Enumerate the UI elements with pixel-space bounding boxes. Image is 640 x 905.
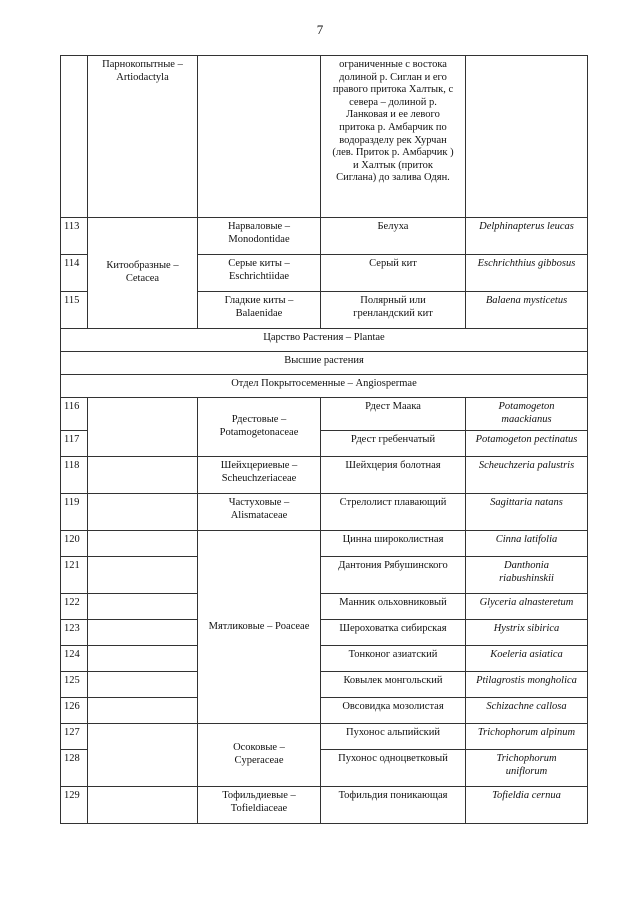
row-number: 114 xyxy=(61,255,88,292)
species-lat: Danthonia riabushinskii xyxy=(466,557,588,594)
order-cell: Парнокопытные – Artiodactyla xyxy=(88,56,198,218)
species-lat: Potamogeton pectinatus xyxy=(466,431,588,457)
group-header: Высшие растения xyxy=(61,352,588,375)
row-number: 126 xyxy=(61,698,88,724)
table-row xyxy=(61,457,588,494)
family-cell: Шейхцериевые – Scheuchzeriaceae xyxy=(198,457,321,494)
row-number: 125 xyxy=(61,672,88,698)
species-lat: Schizachne callosa xyxy=(466,698,588,724)
species-lat: Balaena mysticetus xyxy=(466,292,588,329)
row-number: 117 xyxy=(61,431,88,457)
species-ru: Тофильдия поникающая xyxy=(321,787,466,824)
table-row xyxy=(61,698,588,724)
species-ru: Пухонос альпийский xyxy=(321,724,466,750)
table-row xyxy=(61,375,588,398)
table-row xyxy=(61,398,588,431)
row-number: 118 xyxy=(61,457,88,494)
table-row xyxy=(61,557,588,594)
row-number: 113 xyxy=(61,218,88,255)
species-lat: Scheuchzeria palustris xyxy=(466,457,588,494)
species-ru: Пухонос одноцветковый xyxy=(321,750,466,787)
table-row xyxy=(61,646,588,672)
table-row xyxy=(61,787,588,824)
table-row xyxy=(61,329,588,352)
family-cell: Нарваловые – Monodontidae xyxy=(198,218,321,255)
row-number: 123 xyxy=(61,620,88,646)
row-number: 119 xyxy=(61,494,88,531)
species-ru: Манник ольховниковый xyxy=(321,594,466,620)
species-ru: Тонконог азиатский xyxy=(321,646,466,672)
table-row xyxy=(61,724,588,750)
species-lat: Trichophorum alpinum xyxy=(466,724,588,750)
species-lat: Hystrix sibirica xyxy=(466,620,588,646)
species-ru: Цинна широколистная xyxy=(321,531,466,557)
family-cell: Осоковые – Cyperaceae xyxy=(198,724,321,787)
table-row xyxy=(61,620,588,646)
table-row xyxy=(61,672,588,698)
division-header: Отдел Покрытосеменные – Angiospermae xyxy=(61,375,588,398)
row-number: 124 xyxy=(61,646,88,672)
species-ru: Рдест Маака xyxy=(321,398,466,431)
row-number: 127 xyxy=(61,724,88,750)
species-ru: Полярный или гренландский кит xyxy=(321,292,466,329)
table-row xyxy=(61,352,588,375)
species-ru: Ковылек монгольский xyxy=(321,672,466,698)
species-ru: Дантония Рябушинского xyxy=(321,557,466,594)
row-number: 116 xyxy=(61,398,88,431)
row-number: 128 xyxy=(61,750,88,787)
species-ru: Серый кит xyxy=(321,255,466,292)
table-row xyxy=(61,56,588,218)
species-ru: Белуха xyxy=(321,218,466,255)
species-lat: Ptilagrostis mongholica xyxy=(466,672,588,698)
family-cell: Частуховые – Alismataceae xyxy=(198,494,321,531)
row-number: 115 xyxy=(61,292,88,329)
family-cell: Серые киты – Eschrichtiidae xyxy=(198,255,321,292)
row-number: 120 xyxy=(61,531,88,557)
family-cell: Мятликовые – Poaceae xyxy=(198,531,321,724)
species-ru: Шероховатка сибирская xyxy=(321,620,466,646)
table-row xyxy=(61,494,588,531)
species-lat: Glyceria alnasteretum xyxy=(466,594,588,620)
species-lat: Eschrichthius gibbosus xyxy=(466,255,588,292)
table-row xyxy=(61,531,588,557)
order-cell: Китообразные – Cetacea xyxy=(88,218,198,329)
species-ru: Овсовидка мозолистая xyxy=(321,698,466,724)
species-ru: Стрелолист плавающий xyxy=(321,494,466,531)
species-ru: Рдест гребенчатый xyxy=(321,431,466,457)
page-number: 7 xyxy=(316,22,324,37)
row-number: 122 xyxy=(61,594,88,620)
family-cell: Тофильдиевые – Tofieldiaceae xyxy=(198,787,321,824)
species-lat: Cinna latifolia xyxy=(466,531,588,557)
species-lat: Delphinapterus leucas xyxy=(466,218,588,255)
species-lat: Potamogeton maackianus xyxy=(466,398,588,431)
species-lat: Sagittaria natans xyxy=(466,494,588,531)
family-cell: Рдестовые – Potamogetonaceae xyxy=(198,398,321,457)
species-lat: Trichophorum uniflorum xyxy=(466,750,588,787)
table-row xyxy=(61,594,588,620)
row-number: 121 xyxy=(61,557,88,594)
kingdom-header: Царство Растения – Plantae xyxy=(61,329,588,352)
habitat-cell: ограниченные с востока долиной р. Сиглан и его правого притока Халтык, с севера – долиной р. Ланковая и ее левого притока р. Амбарчик по водоразделу рек Хурчан (лев. Приток р. Амбарчик ) и Халтык (приток Сиглана) до залива Одян. xyxy=(321,56,466,218)
species-ru: Шейхцерия болотная xyxy=(321,457,466,494)
row-number: 129 xyxy=(61,787,88,824)
species-lat: Tofieldia cernua xyxy=(466,787,588,824)
species-lat: Koeleria asiatica xyxy=(466,646,588,672)
family-cell: Гладкие киты – Balaenidae xyxy=(198,292,321,329)
table-row xyxy=(61,218,588,255)
species-table xyxy=(60,55,588,824)
